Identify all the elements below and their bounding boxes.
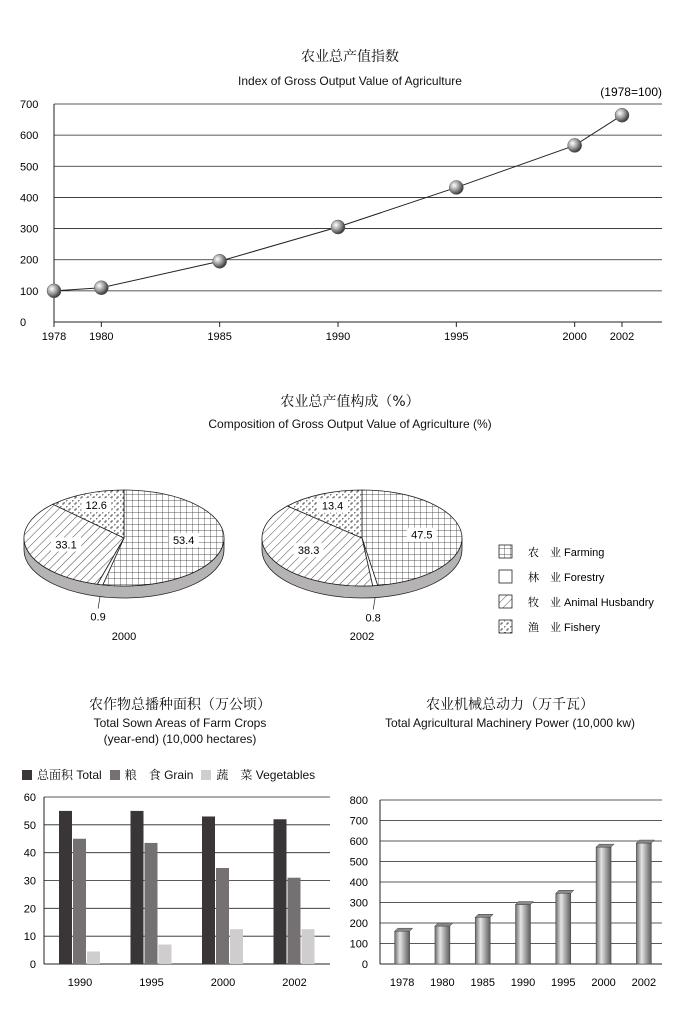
- chart4-title-cn: 农业机械总动力（万千瓦）: [426, 697, 594, 713]
- legend-swatch-fishery: [499, 620, 512, 633]
- c4-xtick-label-1980: 1980: [430, 977, 455, 989]
- pie-2000-label-forestry: 0.9: [90, 611, 106, 624]
- chart1-title-en: Index of Gross Output Value of Agriculture: [238, 74, 462, 88]
- ytick-label-500: 500: [20, 161, 39, 174]
- data-point-1995: [449, 180, 463, 194]
- c3-ytick-label-50: 50: [23, 819, 36, 832]
- c4-xtick-label-1995: 1995: [551, 977, 576, 989]
- c4-ytick-label-600: 600: [349, 836, 368, 848]
- pie-2002: [262, 490, 462, 643]
- ytick-label-0: 0: [20, 317, 27, 329]
- ytick-label-300: 300: [20, 223, 39, 236]
- c4-ytick-label-200: 200: [349, 918, 368, 930]
- bar-power-top-1980: [435, 923, 453, 926]
- chart3-title-en: Total Sown Areas of Farm Crops: [93, 716, 267, 730]
- bar-power-top-1995: [556, 890, 574, 893]
- chart1-note: (1978=100): [600, 85, 662, 99]
- legend-swatch-vegetables: [201, 770, 211, 780]
- c3-xtick-label-2002: 2002: [282, 977, 307, 989]
- xtick-label-1995: 1995: [444, 331, 469, 343]
- c4-xtick-label-1985: 1985: [470, 977, 495, 989]
- c3-ytick-label-40: 40: [23, 847, 36, 860]
- bar-grain-2002: [288, 878, 301, 964]
- bar-vegetables-1990: [87, 951, 100, 964]
- data-point-1990: [331, 220, 345, 234]
- xtick-label-1980: 1980: [89, 331, 114, 343]
- bar-total-1995: [131, 811, 144, 964]
- index-line: [54, 115, 622, 291]
- c3-xtick-label-1995: 1995: [139, 977, 164, 989]
- bar-power-top-1978: [395, 928, 413, 931]
- legend-total-en: Total: [76, 768, 102, 782]
- pie-2002-label-fishery: 13.4: [321, 500, 344, 513]
- data-point-2002: [615, 108, 629, 122]
- data-point-1980: [94, 281, 108, 295]
- pie-charts-composition: [0, 440, 700, 660]
- ytick-label-200: 200: [20, 254, 39, 267]
- bar-vegetables-1995: [159, 945, 172, 964]
- ytick-label-100: 100: [20, 285, 39, 298]
- bar-power-1985: [475, 917, 490, 964]
- pie-2000-label-fishery: 12.6: [85, 500, 107, 513]
- c3-xtick-label-2000: 2000: [210, 977, 236, 989]
- c4-ytick-label-300: 300: [349, 897, 368, 910]
- bar-power-2002: [636, 843, 651, 964]
- pie-2000-label-husbandry: 33.1: [55, 539, 77, 552]
- pie-2002-label-farming: 47.5: [411, 529, 433, 542]
- legend-swatch-total: [22, 770, 32, 780]
- c4-ytick-label-800: 800: [349, 795, 368, 807]
- bar-vegetables-2002: [302, 929, 315, 964]
- bar-total-2000: [202, 816, 215, 964]
- chart1-title-cn: 农业总产值指数: [301, 49, 399, 65]
- legend-vegetables-cn: 蔬 菜: [216, 768, 253, 782]
- data-point-2000: [568, 138, 582, 152]
- c4-xtick-label-1978: 1978: [389, 977, 415, 989]
- c4-ytick-label-0: 0: [361, 959, 368, 971]
- bar-vegetables-2000: [230, 929, 243, 964]
- c4-xtick-label-2000: 2000: [591, 977, 616, 989]
- line-chart-index: [0, 0, 700, 360]
- legend-label-forestry: 林 业 Forestry: [528, 572, 605, 584]
- bar-chart-machinery-power: [340, 780, 700, 1010]
- c4-ytick-label-700: 700: [349, 815, 368, 828]
- c4-ytick-label-400: 400: [349, 877, 368, 889]
- legend-grain-en: Grain: [164, 768, 194, 782]
- pie-2002-label-forestry: 0.8: [365, 612, 381, 625]
- bar-power-top-1985: [475, 914, 493, 917]
- xtick-label-2002: 2002: [609, 331, 635, 343]
- c3-ytick-label-30: 30: [23, 875, 36, 888]
- bar-power-1995: [556, 893, 571, 964]
- bar-power-1990: [516, 905, 531, 964]
- bar-grain-2000: [216, 868, 229, 964]
- pie-2000-label-farming: 53.4: [172, 535, 195, 548]
- c4-ytick-label-500: 500: [349, 856, 368, 869]
- legend-swatch-grain: [110, 770, 120, 780]
- bar-power-2000: [596, 847, 611, 964]
- c4-xtick-label-2002: 2002: [631, 977, 657, 989]
- pie-2000-year: 2000: [111, 631, 137, 643]
- chart2-title-cn: 农业总产值构成（%）: [280, 394, 420, 410]
- bar-power-1980: [435, 926, 450, 964]
- bar-total-2002: [274, 819, 287, 964]
- bar-chart-sown-areas: [0, 780, 350, 1010]
- data-point-1978: [47, 284, 61, 298]
- c3-ytick-label-60: 60: [23, 792, 36, 804]
- c4-ytick-label-100: 100: [349, 938, 368, 951]
- c3-xtick-label-1990: 1990: [67, 977, 93, 989]
- legend-swatch-farming: [499, 545, 512, 558]
- xtick-label-1978: 1978: [41, 331, 67, 343]
- ytick-label-700: 700: [20, 99, 39, 111]
- bar-power-top-2000: [596, 844, 614, 847]
- bar-power-1978: [395, 931, 410, 964]
- pie-2000-leader-forestry: [98, 597, 100, 609]
- xtick-label-1985: 1985: [207, 331, 232, 343]
- c3-ytick-label-10: 10: [23, 931, 36, 944]
- chart3-title-cn: 农作物总播种面积（万公顷）: [89, 697, 271, 713]
- chart3-title-en2: (year-end) (10,000 hectares): [103, 732, 257, 746]
- pie-2002-year: 2002: [349, 631, 375, 643]
- legend-total-cn: 总面积: [37, 768, 74, 782]
- xtick-label-1990: 1990: [325, 331, 351, 343]
- legend-swatch-forestry: [499, 570, 512, 583]
- chart4-title-en: Total Agricultural Machinery Power (10,000 kw): [384, 716, 636, 730]
- bar-power-top-2002: [636, 840, 654, 843]
- pie-2002-label-husbandry: 38.3: [297, 545, 320, 558]
- data-point-1985: [213, 254, 227, 268]
- chart2-title-en: Composition of Gross Output Value of Agriculture (%): [208, 417, 492, 431]
- legend-swatch-husbandry: [499, 595, 512, 608]
- pie-2000: [24, 490, 224, 643]
- c4-xtick-label-1990: 1990: [510, 977, 536, 989]
- legend-grain-cn: 粮 食: [124, 768, 161, 782]
- xtick-label-2000: 2000: [562, 331, 587, 343]
- bar-grain-1990: [73, 839, 86, 964]
- c3-ytick-label-20: 20: [23, 903, 36, 916]
- bar-power-top-1990: [516, 902, 534, 905]
- legend-label-husbandry: 牧 业 Animal Husbandry: [528, 597, 654, 609]
- pie-2002-leader-forestry: [373, 598, 375, 610]
- legend-vegetables-en: Vegetables: [255, 768, 316, 782]
- legend-label-farming: 农 业 Farming: [528, 547, 605, 559]
- bar-grain-1995: [145, 843, 158, 964]
- ytick-label-600: 600: [20, 130, 39, 143]
- legend-label-fishery: 渔 业 Fishery: [528, 622, 601, 634]
- chart2-legend: [499, 545, 654, 634]
- c3-ytick-label-0: 0: [29, 959, 36, 971]
- ytick-label-400: 400: [20, 192, 39, 205]
- bar-total-1990: [59, 811, 72, 964]
